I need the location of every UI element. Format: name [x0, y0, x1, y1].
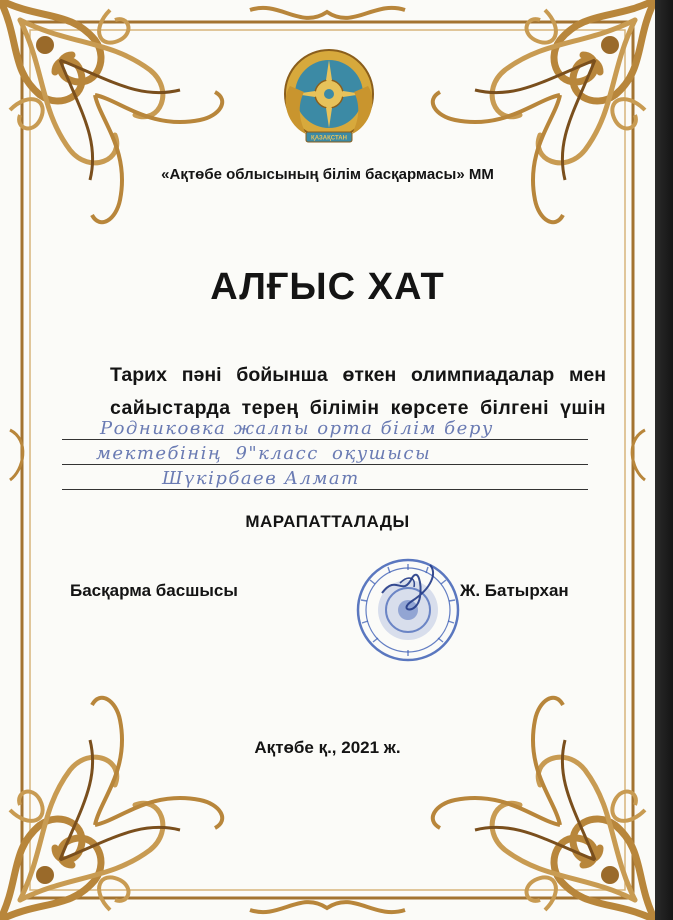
award-word: МАРАПАТТАЛАДЫ [245, 512, 410, 531]
state-emblem-icon [276, 46, 382, 146]
handwritten-line-1: Родниковка жалпы орта білім беру [100, 418, 494, 439]
organization-name: «Ақтөбе облысының білім басқармасы» ММ [161, 166, 494, 183]
scan-edge-shadow [655, 0, 673, 920]
handwritten-line-2: мектебінің 9"класс оқушысы [96, 443, 432, 464]
body-text-line-2: сайыстарда терең білімін көрсете білгені үшін [110, 397, 606, 419]
fill-in-rule-1 [62, 439, 588, 440]
signer-name: Ж. Батырхан [460, 581, 569, 600]
official-stamp-seal [342, 553, 470, 663]
place-and-date: Ақтөбе қ., 2021 ж. [254, 738, 401, 757]
fill-in-rule-3 [62, 489, 588, 490]
body-text-line-1: Тарих пәні бойынша өткен олимпиадалар мен [110, 364, 606, 386]
handwritten-line-3: Шүкірбаев Алмат [162, 468, 360, 489]
signer-position: Басқарма басшысы [70, 581, 238, 600]
emblem-caption: ҚАЗАҚСТАН [311, 135, 347, 142]
fill-in-rule-2 [62, 464, 588, 465]
certificate-title: АЛҒЫС ХАТ [210, 266, 445, 308]
